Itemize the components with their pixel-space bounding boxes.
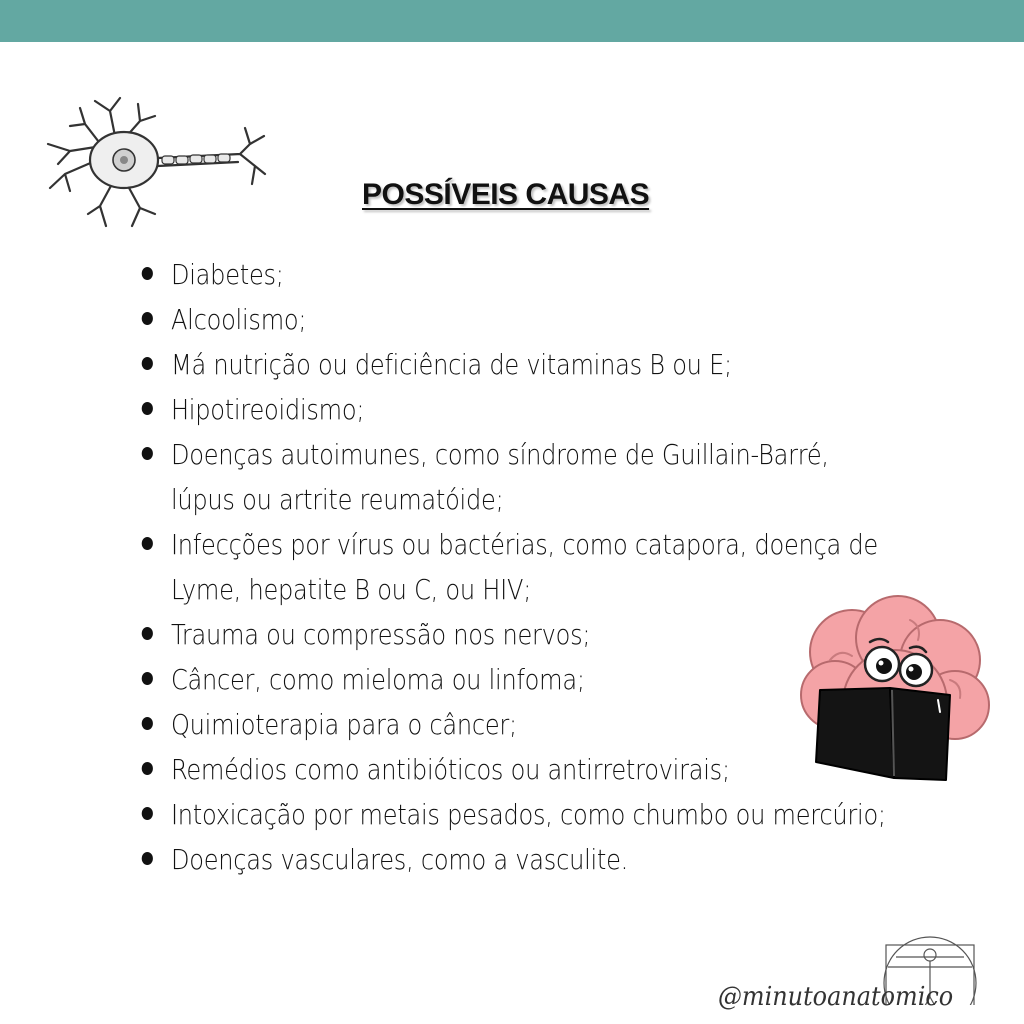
bullet-icon — [142, 447, 153, 460]
list-item-text: Trauma ou compressão nos nervos; — [170, 618, 591, 651]
list-item-text: lúpus ou artrite reumatóide; — [170, 483, 504, 516]
bullet-icon — [142, 672, 153, 685]
bullet-icon — [142, 357, 153, 370]
list-item — [140, 252, 886, 297]
brain-reading-book-illustration — [790, 590, 1000, 790]
bullet-icon — [142, 267, 153, 280]
list-item-text: Diabetes; — [170, 258, 284, 291]
bullet-icon — [142, 852, 153, 865]
list-item — [140, 387, 886, 432]
neuron-illustration — [40, 96, 270, 246]
list-item — [140, 657, 886, 702]
list-item-continuation — [140, 567, 886, 612]
list-item — [140, 342, 886, 387]
list-item-text: Lyme, hepatite B ou C, ou HIV; — [170, 573, 532, 606]
list-item — [140, 747, 886, 792]
bullet-icon — [142, 627, 153, 640]
list-item-text: Intoxicação por metais pesados, como chumbo ou mercúrio; — [170, 798, 886, 831]
list-item-continuation — [140, 477, 886, 522]
social-handle: @minutoanatomico — [718, 982, 954, 1012]
list-item — [140, 702, 886, 747]
list-item-text: Alcoolismo; — [170, 303, 307, 336]
list-item — [140, 432, 886, 477]
bullet-icon — [142, 762, 153, 775]
list-item-text: Má nutrição ou deficiência de vitaminas B ou E; — [170, 348, 732, 381]
top-bar — [0, 0, 1024, 42]
bullet-icon — [142, 537, 153, 550]
list-item — [140, 612, 886, 657]
page-title: POSSÍVEIS CAUSAS — [362, 178, 650, 211]
bullet-icon — [142, 402, 153, 415]
list-item-text: Infecções por vírus ou bactérias, como catapora, doença de — [170, 528, 878, 561]
list-item — [140, 297, 886, 342]
list-item — [140, 837, 886, 882]
list-item-text: Doenças autoimunes, como síndrome de Guillain-Barré, — [170, 438, 829, 471]
list-item-text: Doenças vasculares, como a vasculite. — [170, 843, 629, 876]
bullet-icon — [142, 312, 153, 325]
list-item — [140, 522, 886, 567]
list-item-text: Hipotireoidismo; — [170, 393, 365, 426]
list-item — [140, 792, 886, 837]
list-item-text: Câncer, como mieloma ou linfoma; — [170, 663, 585, 696]
bullet-icon — [142, 807, 153, 820]
list-item-text: Quimioterapia para o câncer; — [170, 708, 517, 741]
bullet-icon — [142, 717, 153, 730]
list-item-text: Remédios como antibióticos ou antirretrovirais; — [170, 753, 730, 786]
